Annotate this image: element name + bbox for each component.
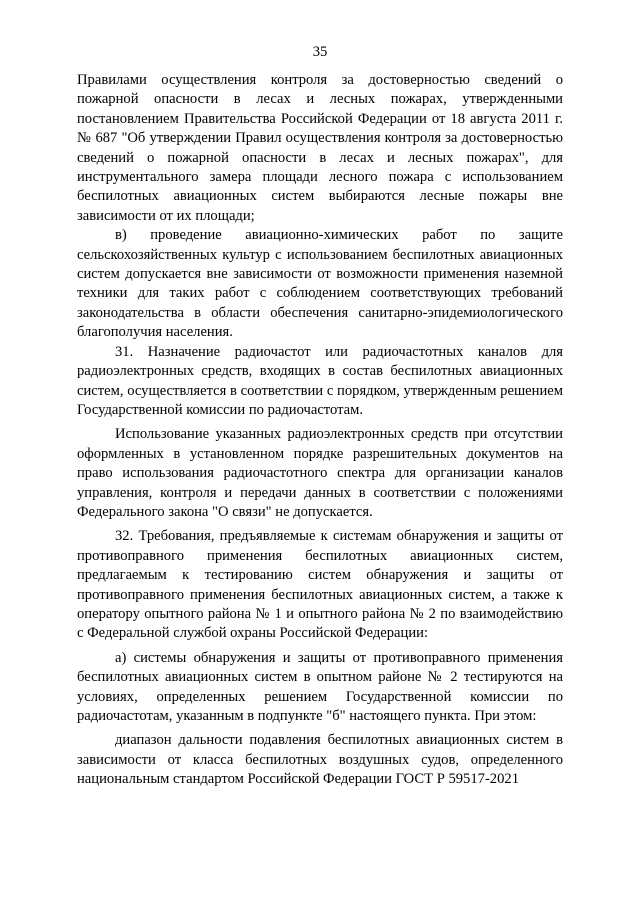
paragraph-31: 31. Назначение радиочастот или радиочастотных каналов для радиоэлектронных средств, входящих в состав беспилотных авиационных систем, осуществляется в соответствии с порядком, утвержденным решением Государственной комиссии по радиочастотам. bbox=[77, 343, 563, 418]
document-body bbox=[77, 71, 563, 790]
paragraph-continuation: Правилами осуществления контроля за достоверностью сведений о пожарной опасности в лесах и лесных пожарах, утвержденными постановлением Правительства Российской Федерации от 18 августа 2011 г. № 687 "Об утверждении Правил осуществления контроля за достоверностью сведений о пожарной опасности в лесах и лесных пожарах", для инструментального замера площади лесного пожара с использованием беспилотных авиационных систем выбираются лесные пожары вне зависимости от их площади; bbox=[77, 72, 563, 224]
paragraph-suppression-range: диапазон дальности подавления беспилотных авиационных систем в зависимости от класса беспилотных воздушных судов, определенного национальным стандартом Российской Федерации ГОСТ Р 59517-2021 bbox=[77, 732, 563, 788]
paragraph-radio-usage: Использование указанных радиоэлектронных средств при отсутствии оформленных в установленном порядке разрешительных документов на право использования радиочастотного спектра для организации каналов управления, контроля и передачи данных в соответствии с положениями Федерального закона "О связи" не допускается. bbox=[77, 426, 563, 520]
paragraph-item-a: а) системы обнаружения и защиты от противоправного применения беспилотных авиационных систем в опытном районе № 2 тестируются на условиях, определенных решением Государственной комиссии по радиочастотам, указанным в подпункте "б" настоящего пункта. При этом: bbox=[77, 649, 563, 724]
page-number: 35 bbox=[312, 44, 328, 60]
paragraph-item-v: в) проведение авиационно-химических работ по защите сельскохозяйственных культур с использованием беспилотных авиационных систем допускается вне зависимости от возможности применения наземной техники для таких работ с соблюдением соответствующих требований законодательства в области обеспечения санитарно-эпидемиологического благополучия населения. bbox=[77, 227, 563, 341]
paragraph-32: 32. Требования, предъявляемые к системам обнаружения и защиты от противоправного применения беспилотных авиационных систем, предлагаемым к тестированию систем обнаружения и защиты от противоправного применения беспилотных авиационных систем, а также к оператору опытного района № 1 и опытного района № 2 по взаимодействию с Федеральной службой охраны Российской Федерации: bbox=[77, 528, 563, 642]
